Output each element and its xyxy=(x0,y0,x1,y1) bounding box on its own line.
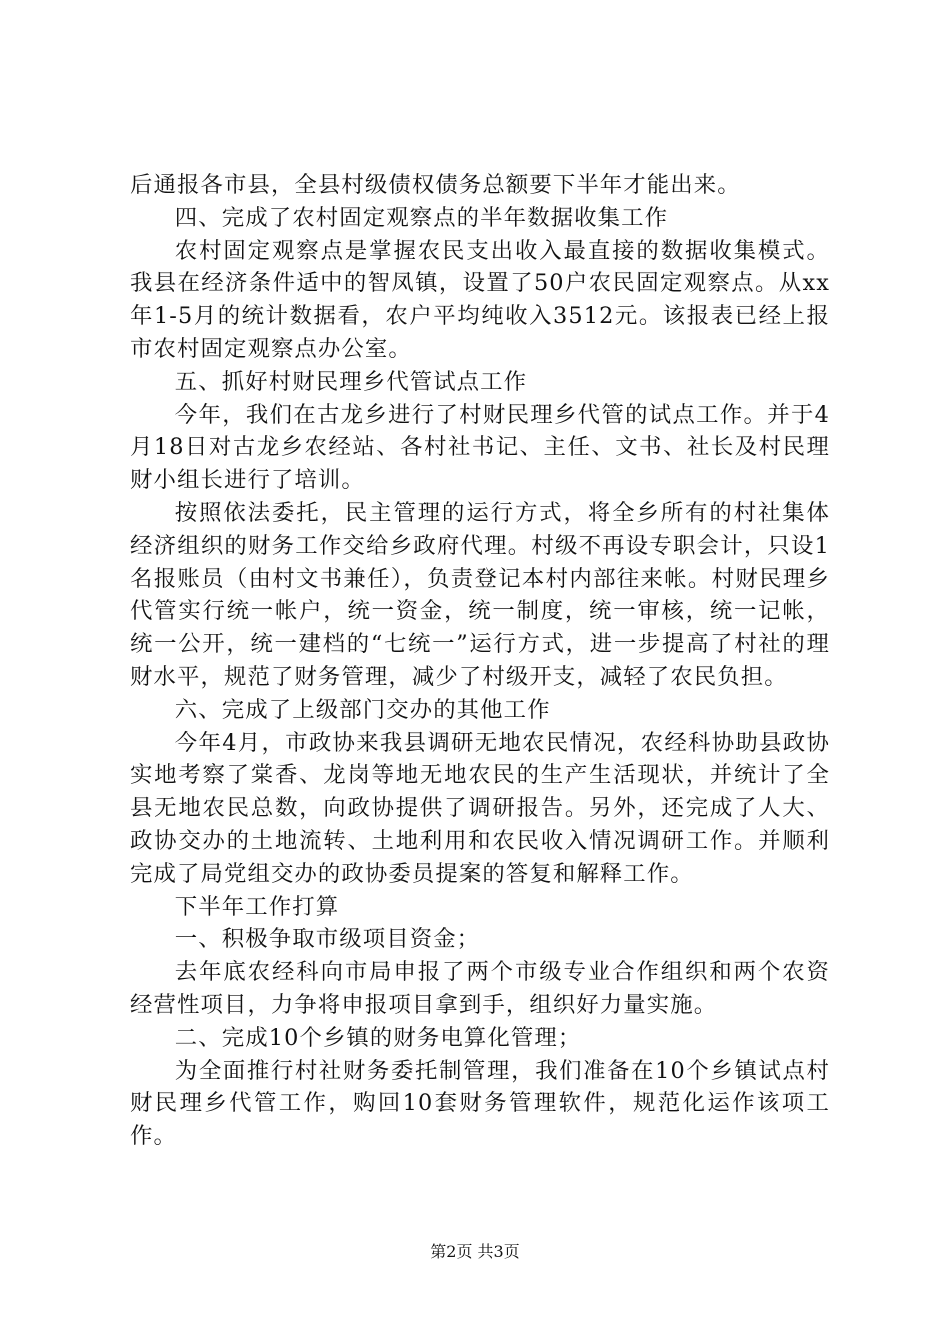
document-body xyxy=(130,169,830,1153)
heading-second-half-plan: 下半年工作打算 xyxy=(174,893,340,920)
paragraph-entrusted-management: 按照依法委托，民主管理的运行方式，将全乡所有的村社集体经济组织的财务工作交给乡政府代理。村级不再设专职会计，只设1名报账员（由村文书兼任），负责登记本村内部往来帐。村财民理乡代管实行统一帐户，统一资金，统一制度，统一审核，统一记帐，统一公开，统一建档的“七统一”运行方式，进一步提高了村社的理财水平，规范了财务管理，减少了村级开支，减轻了农民负担。 xyxy=(130,499,830,690)
paragraph-computerized-accounting: 为全面推行村社财务委托制管理，我们准备在10个乡镇试点村财民理乡代管工作，购回10套财务管理软件，规范化运作该项工作。 xyxy=(130,1057,830,1150)
paragraph-project-funds: 去年底农经科向市局申报了两个市级专业合作组织和两个农资经营性项目，力争将申报项目拿到手，组织好力量实施。 xyxy=(130,959,830,1018)
paragraph-village-finance-pilot: 今年，我们在古龙乡进行了村财民理乡代管的试点工作。并于4月18日对古龙乡农经站、各村社书记、主任、文书、社长及村民理财小组长进行了培训。 xyxy=(130,401,830,494)
paragraph-observation-point: 农村固定观察点是掌握农民支出收入最直接的数据收集模式。我县在经济条件适中的智凤镇，设置了50户农民固定观察点。从xx年1-5月的统计数据看，农户平均纯收入3512元。该报表已经上报市农村固定观察点办公室。 xyxy=(130,237,830,362)
heading-village-finance-pilot: 五、抓好村财民理乡代管试点工作 xyxy=(174,368,528,395)
heading-project-funds: 一、积极争取市级项目资金； xyxy=(174,926,481,953)
paragraph-debt-report-continuation: 后通报各市县，全县村级债权债务总额要下半年才能出来。 xyxy=(130,172,741,198)
page-number-footer: 第2页 共3页 xyxy=(430,1242,520,1261)
heading-observation-point: 四、完成了农村固定观察点的半年数据收集工作 xyxy=(174,204,669,231)
paragraph-other-tasks: 今年4月，市政协来我县调研无地农民情况，农经科协助县政协实地考察了棠香、龙岗等地无地农民的生产生活现状，并统计了全县无地农民总数，向政协提供了调研报告。另外，还完成了人大、政协交办的土地流转、土地利用和农民收入情况调研工作。并顺利完成了局党组交办的政协委员提案的答复和解释工作。 xyxy=(130,729,830,887)
heading-computerized-accounting: 二、完成10个乡镇的财务电算化管理； xyxy=(174,1024,582,1051)
heading-other-tasks: 六、完成了上级部门交办的其他工作 xyxy=(174,696,551,723)
